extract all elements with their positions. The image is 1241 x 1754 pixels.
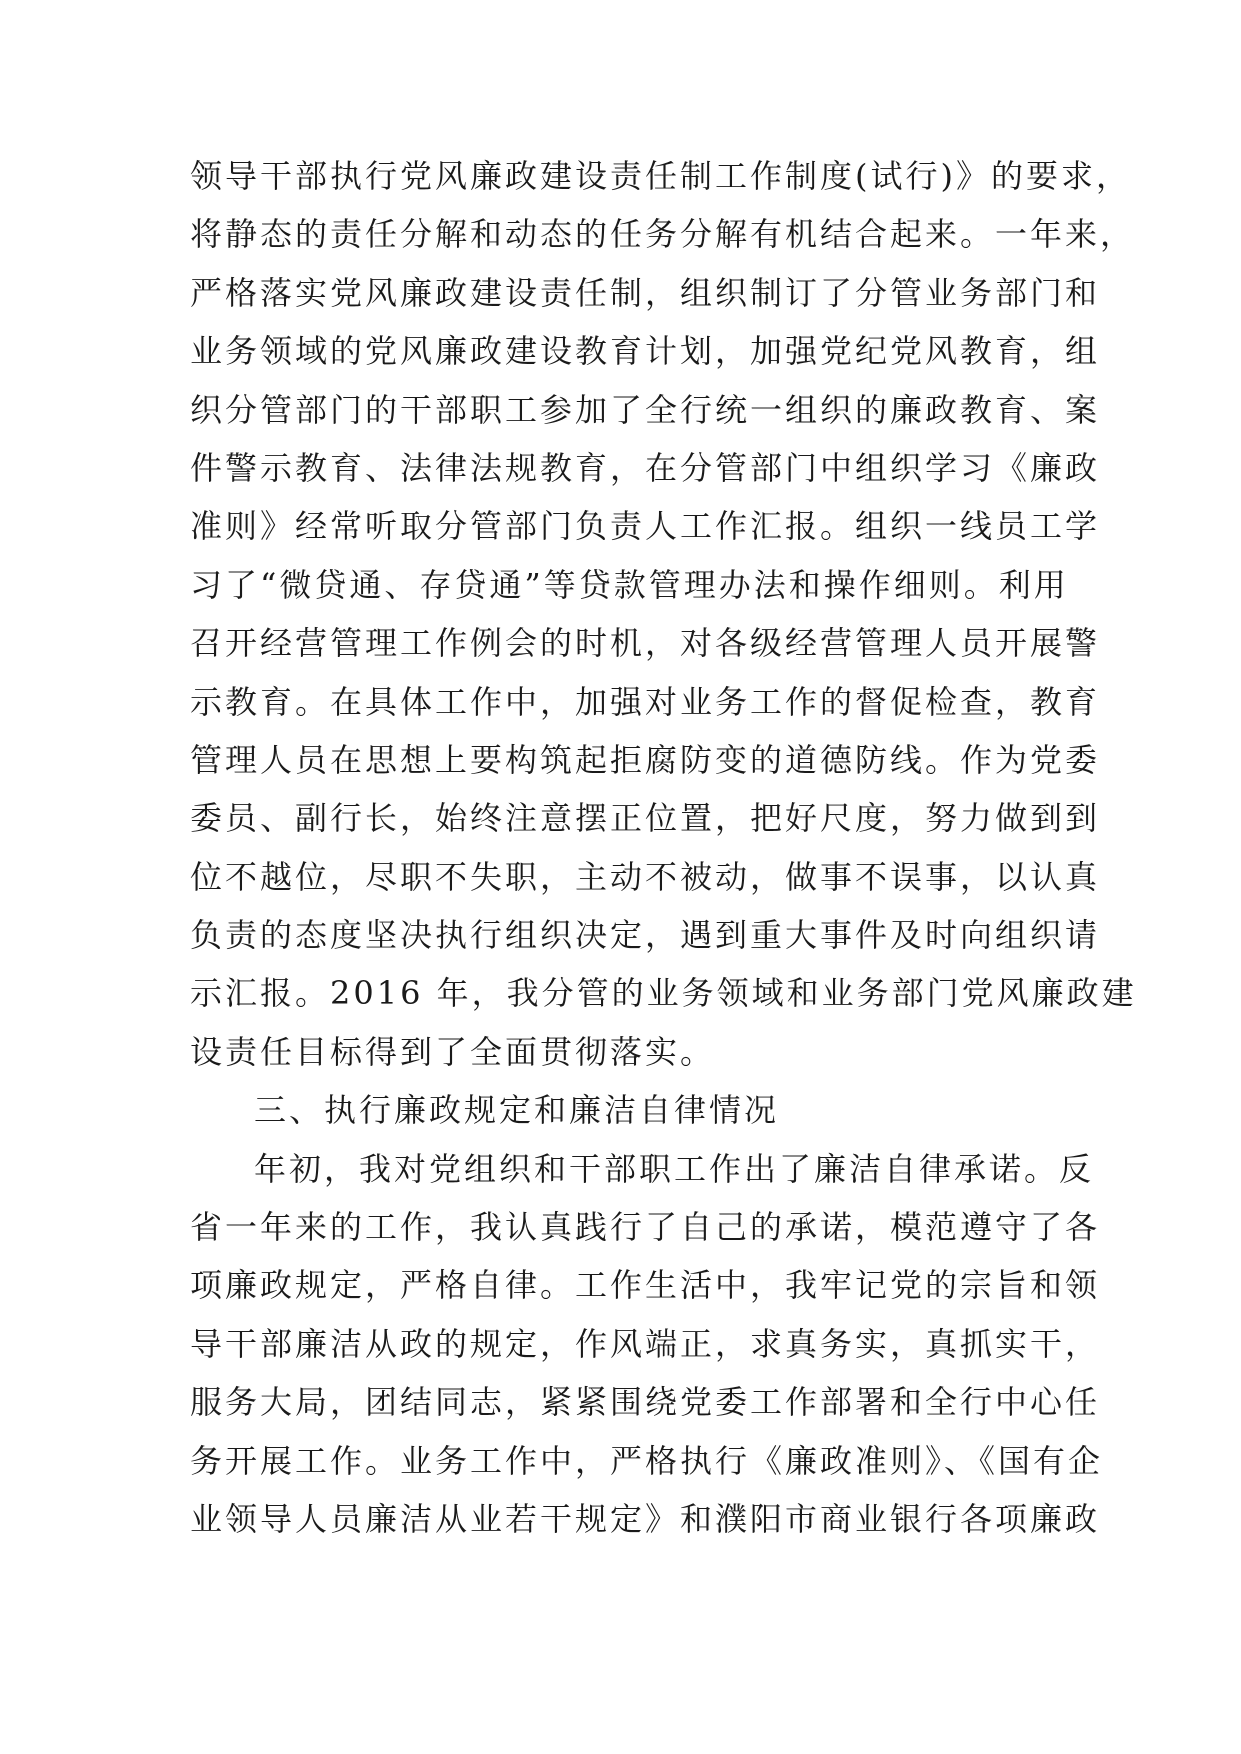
text-line-8: 习了“微贷通、存贷通”等贷款管理办法和操作细则。利用 xyxy=(190,565,1069,604)
text-line-20: 项廉政规定，严格自律。工作生活中，我牢记党的宗旨和领 xyxy=(190,1266,1101,1305)
text-line-18: 年初，我对党组织和干部职工作出了廉洁自律承诺。反 xyxy=(254,1149,1095,1188)
text-line-7: 准则》经常听取分管部门负责人工作汇报。组织一线员工学 xyxy=(190,507,1101,546)
section-heading: 三、执行廉政规定和廉洁自律情况 xyxy=(254,1091,780,1130)
text-line-10: 示教育。在具体工作中，加强对业务工作的督促检查，教育 xyxy=(190,682,1101,721)
text-line-23: 务开展工作。业务工作中，严格执行《廉政准则》、《国有企 xyxy=(190,1441,1104,1480)
text-line-15: 示汇报。2016 年，我分管的业务领域和业务部门党风廉政建 xyxy=(190,974,1137,1013)
text-line-12: 委员、副行长，始终注意摆正位置，把好尺度，努力做到到 xyxy=(190,799,1101,838)
body-text xyxy=(190,147,1137,1548)
text-line-5: 织分管部门的干部职工参加了全行统一组织的廉政教育、案 xyxy=(190,390,1101,429)
text-line-6: 件警示教育、法律法规教育，在分管部门中组织学习《廉政 xyxy=(190,448,1101,487)
text-line-22: 服务大局，团结同志，紧紧围绕党委工作部署和全行中心任 xyxy=(190,1383,1101,1422)
text-line-24: 业领导人员廉洁从业若干规定》和濮阳市商业银行各项廉政 xyxy=(190,1499,1101,1538)
text-line-3: 严格落实党风廉政建设责任制，组织制订了分管业务部门和 xyxy=(190,273,1101,312)
text-line-1: 领导干部执行党风廉政建设责任制工作制度(试行)》的要求， xyxy=(190,157,1131,195)
text-line-21: 导干部廉洁从政的规定，作风端正，求真务实，真抓实干， xyxy=(190,1324,1101,1363)
text-line-19: 省一年来的工作，我认真践行了自己的承诺，模范遵守了各 xyxy=(190,1208,1101,1247)
text-line-9: 召开经营管理工作例会的时机，对各级经营管理人员开展警 xyxy=(190,624,1101,663)
text-line-13: 位不越位，尽职不失职，主动不被动，做事不误事，以认真 xyxy=(190,857,1101,896)
text-line-4: 业务领域的党风廉政建设教育计划，加强党纪党风教育，组 xyxy=(190,332,1101,371)
text-line-14: 负责的态度坚决执行组织决定，遇到重大事件及时向组织请 xyxy=(190,916,1101,955)
text-line-2: 将静态的责任分解和动态的任务分解有机结合起来。一年来， xyxy=(190,215,1136,254)
text-line-11: 管理人员在思想上要构筑起拒腐防变的道德防线。作为党委 xyxy=(190,740,1101,779)
text-line-16: 设责任目标得到了全面贯彻落实。 xyxy=(190,1032,716,1071)
